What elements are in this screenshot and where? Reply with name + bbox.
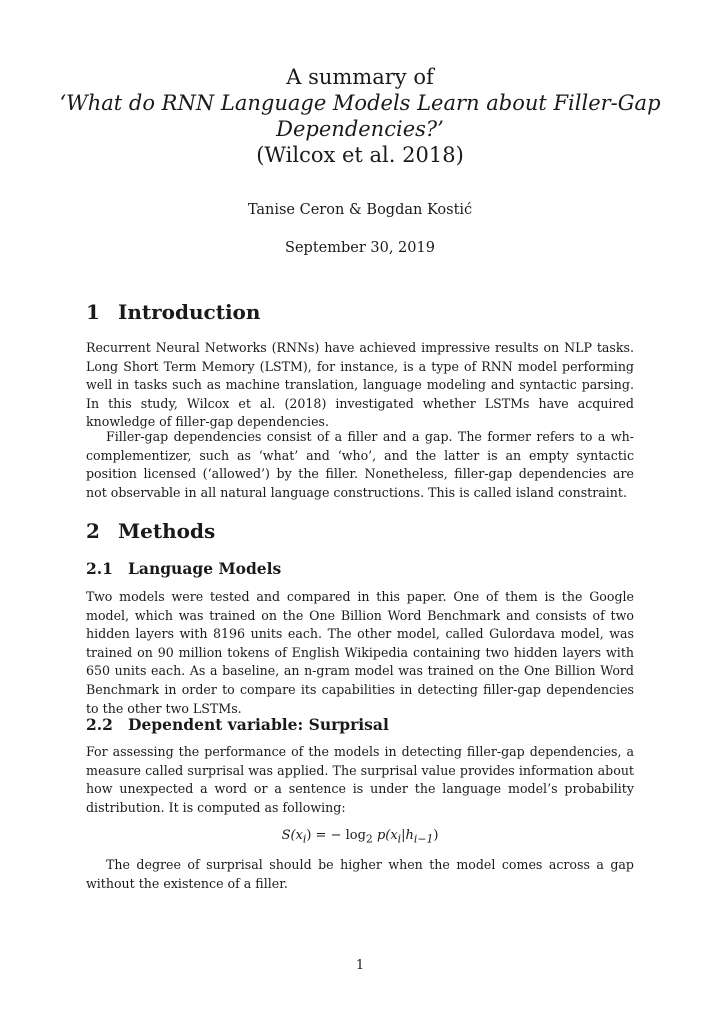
title-line-3: Dependencies?’ (276, 117, 444, 141)
formula-equals-log: ) = − log (306, 828, 366, 843)
surprisal-formula (0, 828, 720, 846)
intro-paragraph-2: Filler-gap dependencies consist of a filler and a gap. The former refers to a wh-complementizer, such as ‘what’ and ‘who’, and the latter is an empty syntactic position licensed (‘allowed’) by the filler. Nonetheless, filler-gap dependencies are not observable in all natural language constructions. This is called island constraint. (86, 429, 634, 500)
subsection-number: 2.2 (86, 715, 113, 734)
section-number: 1 (86, 300, 100, 324)
formula-sub: i (397, 832, 402, 846)
formula-sub: i−1 (413, 832, 434, 846)
formula-lhs: S(x (281, 828, 303, 843)
intro-paragraph-1: Recurrent Neural Networks (RNNs) have achieved impressive results on NLP tasks. Long Short Term Memory (LSTM), for instance, is a type of RNN model performing well in tasks such as machine translation, language modeling and syntactic parsing. In this study, Wilcox et al. (2018) investigated whether LSTMs have acquired knowledge of filler-gap dependencies. (86, 340, 634, 430)
formula-sub: i (302, 832, 307, 846)
formula-log-base: 2 (365, 832, 373, 846)
section-title: Introduction (118, 300, 261, 324)
title-line-2: ‘What do RNN Language Models Learn about Filler-Gap (59, 91, 661, 115)
section-number: 2 (86, 519, 100, 543)
section-title: Methods (118, 519, 216, 543)
section-heading-introduction (86, 300, 260, 324)
surprisal-paragraph-1: For assessing the performance of the models in detecting filler-gap dependencies, a measure called surprisal was applied. The surprisal value provides information about how unexpected a word or a sentence is under the language model’s probability distribution. It is computed as following: (86, 744, 634, 815)
formula-close: ) (433, 828, 439, 843)
page-number: 1 (355, 958, 365, 973)
language-models-paragraph: Two models were tested and compared in this paper. One of them is the Google model, which was trained on the One Billion Word Benchmark and consists of two hidden layers with 8196 units each. The other model, called Gulordava model, was trained on 90 million tokens of English Wikipedia containing two hidden layers with 650 units each. As a baseline, an n-gram model was trained on the One Billion Word Benchmark in order to compare its capabilities in detecting filler-gap dependencies to the other two LSTMs. (86, 589, 634, 716)
surprisal-paragraph-2: The degree of surprisal should be higher when the model comes across a gap without the existence of a filler. (86, 857, 634, 891)
paper-title (0, 64, 720, 168)
title-line-1: A summary of (286, 65, 434, 89)
section-heading-methods (86, 519, 215, 543)
subsection-number: 2.1 (86, 559, 113, 578)
date: September 30, 2019 (285, 240, 435, 256)
title-line-4: (Wilcox et al. 2018) (256, 143, 464, 167)
subsection-title: Language Models (128, 559, 282, 578)
formula-given: |h (401, 828, 414, 843)
formula-rhs: p(x (376, 828, 398, 843)
subsection-heading-surprisal (86, 715, 389, 734)
subsection-title: Dependent variable: Surprisal (128, 715, 389, 734)
subsection-heading-language-models (86, 559, 281, 578)
authors: Tanise Ceron & Bogdan Kostić (247, 202, 473, 218)
